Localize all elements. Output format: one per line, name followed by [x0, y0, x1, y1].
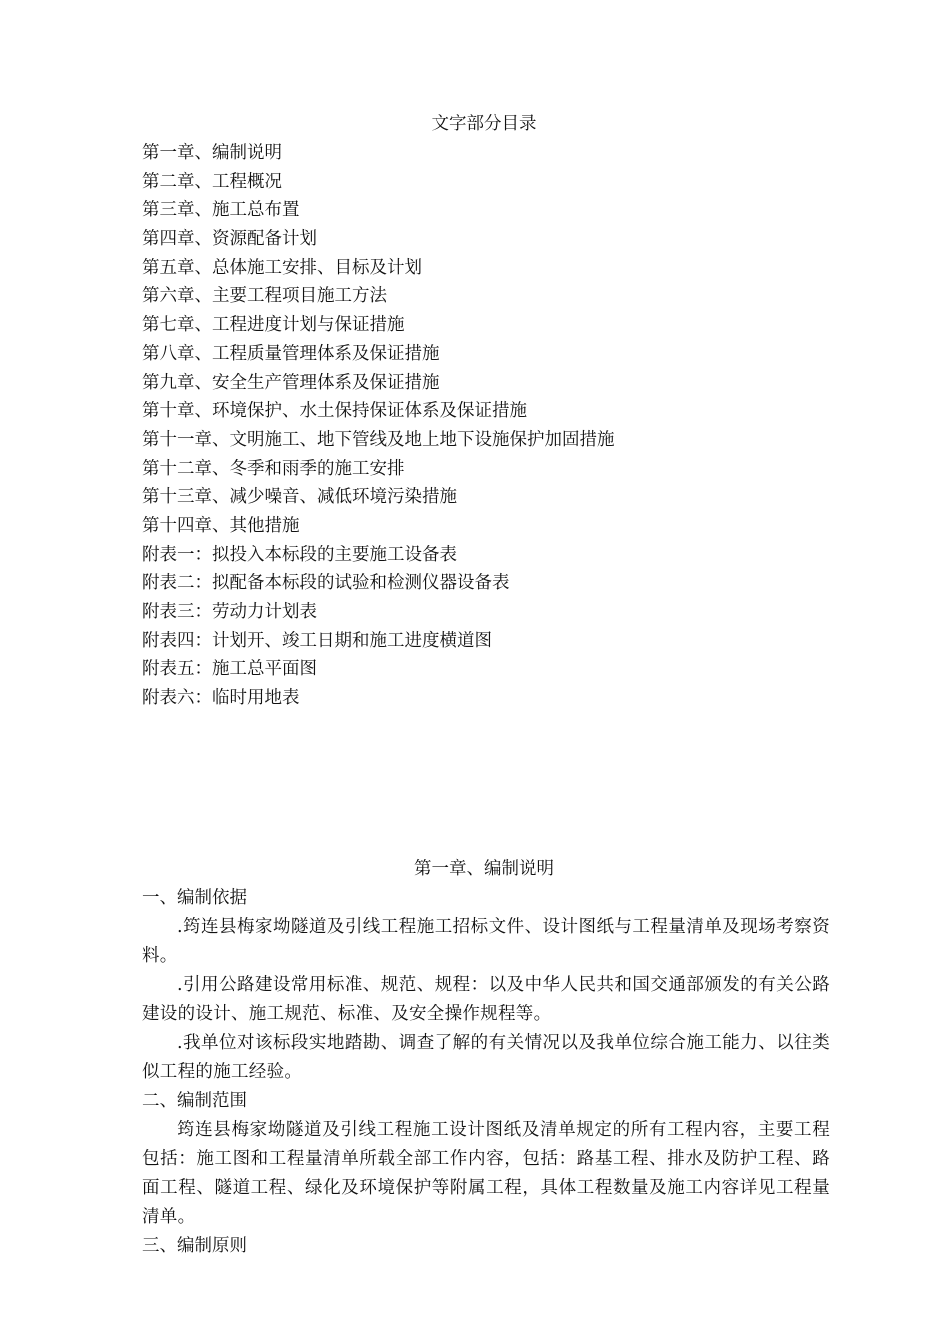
- toc-list: [142, 139, 842, 713]
- toc-item-chapter-4: 第四章、资源配备计划: [142, 229, 317, 250]
- toc-item-appendix-1: 附表一：拟投入本标段的主要施工设备表: [142, 544, 457, 565]
- toc-item-chapter-10: 第十章、环境保护、水土保持保证体系及保证措施: [142, 401, 527, 422]
- toc-item-chapter-5: 第五章、总体施工安排、目标及计划: [142, 257, 422, 278]
- paragraph-basis-3: .我单位对该标段实地踏勘、调查了解的有关情况以及我单位综合施工能力、以往类似工程的施工经验。: [142, 1033, 830, 1082]
- paragraph-basis-1: .筠连县梅家坳隧道及引线工程施工招标文件、设计图纸与工程量清单及现场考察资料。: [142, 917, 830, 966]
- toc-item-appendix-4: 附表四：计划开、竣工日期和施工进度横道图: [142, 630, 492, 651]
- toc-item-chapter-1: 第一章、编制说明: [142, 143, 282, 163]
- toc-item-appendix-3: 附表三：劳动力计划表: [142, 602, 317, 622]
- paragraph-scope-1: 筠连县梅家坳隧道及引线工程施工设计图纸及清单规定的所有工程内容，主要工程包括：施工图和工程量清单所载全部工作内容，包括：路基工程、排水及防护工程、路面工程、隧道工程、绿化及环境保护等附属工程，具体工程数量及施工内容详见工程量清单。: [142, 1120, 830, 1227]
- toc-title: 文字部分目录: [431, 114, 537, 134]
- toc-item-chapter-12: 第十二章、冬季和雨季的施工安排: [142, 458, 405, 479]
- toc-item-chapter-6: 第六章、主要工程项目施工方法: [142, 286, 387, 307]
- toc-item-appendix-2: 附表二：拟配备本标段的试验和检测仪器设备表: [142, 573, 510, 594]
- chapter-body: [142, 884, 830, 1261]
- toc-item-appendix-5: 附表五：施工总平面图: [142, 659, 317, 680]
- toc-item-chapter-7: 第七章、工程进度计划与保证措施: [142, 315, 405, 336]
- toc-item-chapter-2: 第二章、工程概况: [142, 171, 282, 192]
- paragraph-basis-2: .引用公路建设常用标准、规范、规程：以及中华人民共和国交通部颁发的有关公路建设的设计、施工规范、标准、及安全操作规程等。: [142, 975, 830, 1024]
- section-heading-principles: 三、编制原则: [142, 1236, 247, 1256]
- toc-item-chapter-8: 第八章、工程质量管理体系及保证措施: [142, 343, 440, 364]
- toc-item-chapter-3: 第三章、施工总布置: [142, 200, 300, 221]
- toc-item-chapter-11: 第十一章、文明施工、地下管线及地上地下设施保护加固措施: [142, 429, 615, 450]
- toc-item-appendix-6: 附表六：临时用地表: [142, 688, 300, 709]
- chapter-title: 第一章、编制说明: [414, 859, 554, 879]
- section-heading-basis: 一、编制依据: [142, 888, 247, 908]
- toc-item-chapter-13: 第十三章、减少噪音、减低环境污染措施: [142, 487, 457, 508]
- toc-item-chapter-9: 第九章、安全生产管理体系及保证措施: [142, 372, 440, 393]
- toc-item-chapter-14: 第十四章、其他措施: [142, 515, 300, 536]
- section-heading-scope: 二、编制范围: [142, 1091, 247, 1111]
